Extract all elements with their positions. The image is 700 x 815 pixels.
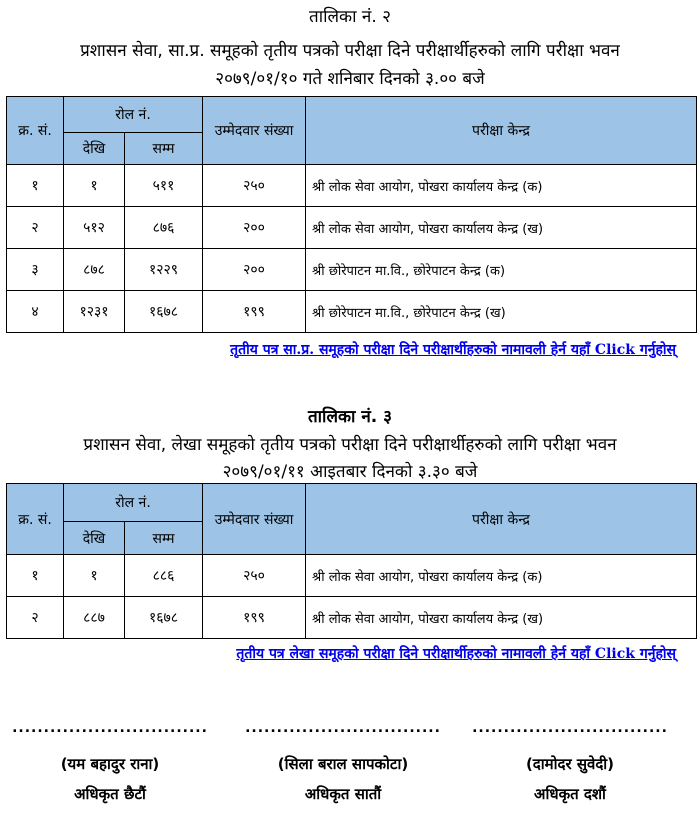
signatory-name: (दामोदर सुवेदी) (525, 755, 615, 773)
table3-title: तालिका नं. ३ (307, 407, 393, 427)
cell-sn: २ (7, 597, 64, 639)
cell-center: श्री लोक सेवा आयोग, पोखरा कार्यालय केन्द्र (ख) (306, 207, 697, 249)
signature-block (243, 720, 443, 804)
header-center: परीक्षा केन्द्र (306, 484, 697, 555)
cell-center: श्री लोक सेवा आयोग, पोखरा कार्यालय केन्द्र (ख) (306, 597, 697, 639)
cell-center: श्री छोरेपाटन मा.वि., छोरेपाटन केन्द्र (क) (306, 249, 697, 291)
cell-from: १ (64, 555, 125, 597)
table-row (7, 207, 697, 249)
header-to: सम्म (125, 133, 203, 165)
header-sn: क्र. सं. (7, 97, 64, 165)
table-row (7, 291, 697, 333)
cell-sn: २ (7, 207, 64, 249)
cell-from: १ (64, 165, 125, 207)
cell-count: १९९ (203, 597, 306, 639)
cell-count: २०० (203, 207, 306, 249)
cell-from: १२३१ (64, 291, 125, 333)
header-from: देखि (64, 133, 125, 165)
table3-namelist-link[interactable]: तृतीय पत्र लेखा समूहको परीक्षा दिने परीक्षार्थीहरुको नामावली हेर्न यहाँ Click गर्नुहोस् (236, 646, 676, 662)
signatory-name: (यम बहादुर राना) (60, 755, 160, 773)
cell-to: ८७६ (125, 207, 203, 249)
cell-sn: ४ (7, 291, 64, 333)
header-count: उम्मेदवार संख्या (203, 484, 306, 555)
signature-block (470, 720, 670, 804)
signatory-post: अधिकृत छैटौं (74, 785, 146, 803)
cell-to: १६७८ (125, 291, 203, 333)
table2-date: २०७९/०१/१० गते शनिबार दिनको ३.०० बजे (215, 69, 485, 89)
header-count: उम्मेदवार संख्या (203, 97, 306, 165)
table-row (7, 555, 697, 597)
signatory-name: (सिला बराल सापकोटा) (277, 755, 409, 773)
header-roll: रोल नं. (64, 484, 203, 522)
table3 (6, 483, 697, 639)
signature-line: ............................... (245, 720, 441, 736)
header-to: सम्म (125, 522, 203, 555)
cell-from: ८८७ (64, 597, 125, 639)
cell-to: १६७८ (125, 597, 203, 639)
cell-count: १९९ (203, 291, 306, 333)
header-from: देखि (64, 522, 125, 555)
table3-subtitle: प्रशासन सेवा, लेखा समूहको तृतीय पत्रको परीक्षा दिने परीक्षार्थीहरुको लागि परीक्षा भवन (83, 435, 617, 455)
table2-title: तालिका नं. २ (309, 7, 391, 27)
cell-center: श्री लोक सेवा आयोग, पोखरा कार्यालय केन्द्र (क) (306, 555, 697, 597)
table2-subtitle: प्रशासन सेवा, सा.प्र. समूहको तृतीय पत्रको परीक्षा दिने परीक्षार्थीहरुको लागि परीक्षा भवन (80, 41, 620, 61)
cell-center: श्री छोरेपाटन मा.वि., छोरेपाटन केन्द्र (ख) (306, 291, 697, 333)
table2 (6, 96, 697, 333)
cell-center: श्री लोक सेवा आयोग, पोखरा कार्यालय केन्द्र (क) (306, 165, 697, 207)
table-row (7, 597, 697, 639)
table-row (7, 249, 697, 291)
header-roll: रोल नं. (64, 97, 203, 133)
signature-block (10, 720, 210, 804)
table3-date: २०७९/०१/११ आइतबार दिनको ३.३० बजे (222, 462, 478, 482)
cell-from: ८७८ (64, 249, 125, 291)
signature-line: ............................... (472, 720, 668, 736)
signatory-post: अधिकृत सातौं (304, 785, 382, 803)
cell-count: २५० (203, 555, 306, 597)
cell-to: १२२९ (125, 249, 203, 291)
header-center: परीक्षा केन्द्र (306, 97, 697, 165)
table2-namelist-link[interactable]: तृतीय पत्र सा.प्र. समूहको परीक्षा दिने परीक्षार्थीहरुको नामावली हेर्न यहाँ Click गर्नुहोस् (230, 342, 676, 358)
cell-to: ८८६ (125, 555, 203, 597)
cell-count: २५० (203, 165, 306, 207)
cell-sn: १ (7, 555, 64, 597)
signatory-post: अधिकृत दशौं (534, 785, 606, 803)
cell-sn: १ (7, 165, 64, 207)
cell-from: ५१२ (64, 207, 125, 249)
table-row (7, 165, 697, 207)
cell-sn: ३ (7, 249, 64, 291)
header-sn: क्र. सं. (7, 484, 64, 555)
signature-line: ............................... (12, 720, 208, 736)
cell-to: ५११ (125, 165, 203, 207)
cell-count: २०० (203, 249, 306, 291)
